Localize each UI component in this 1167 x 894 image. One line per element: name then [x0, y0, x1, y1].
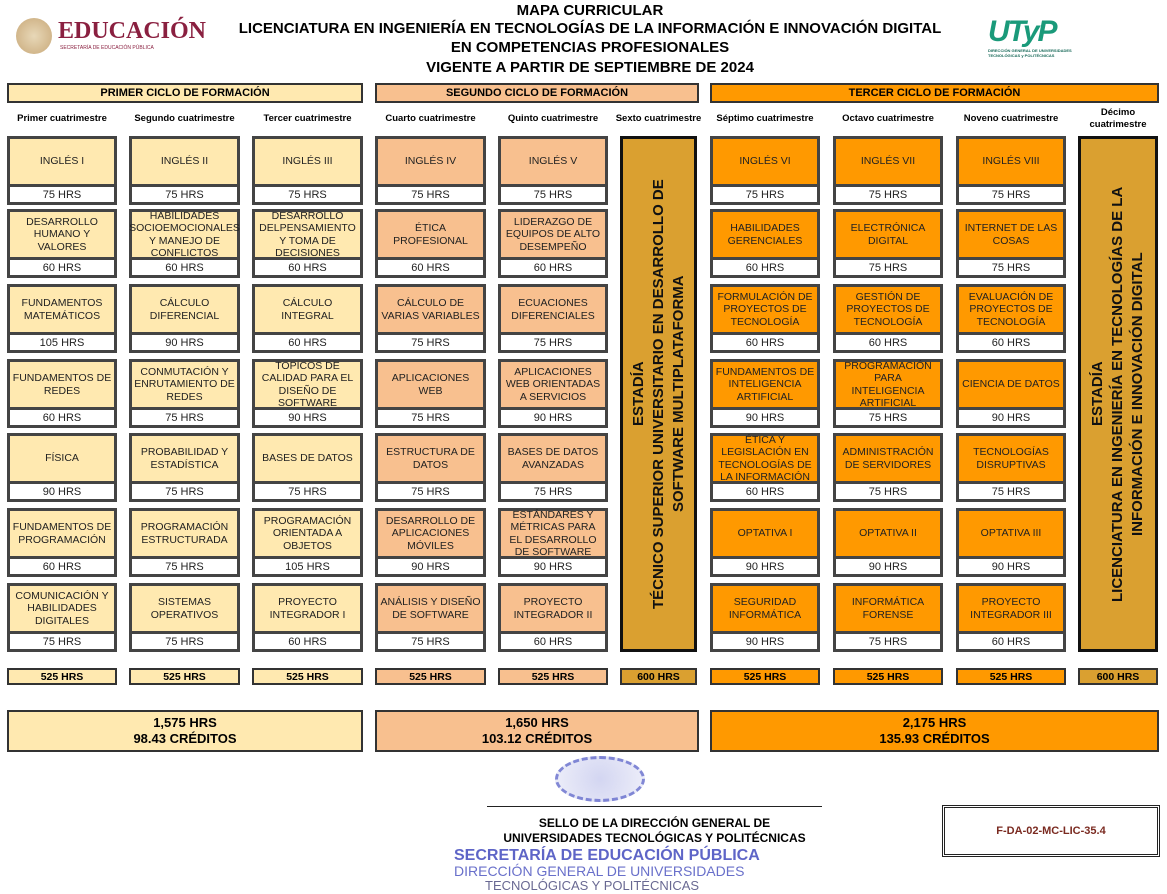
subject-name: INGLÉS V	[498, 136, 608, 187]
subject-hours: 75 HRS	[129, 559, 240, 577]
cycle-header: TERCER CICLO DE FORMACIÓN	[710, 83, 1159, 103]
subject-name: PROYECTO INTEGRADOR I	[252, 583, 363, 634]
subject-name: COMUNICACIÓN Y HABILIDADES DIGITALES	[7, 583, 117, 634]
stamp-text-2: DIRECCIÓN GENERAL DE UNIVERSIDADES	[454, 863, 745, 879]
cycle-total-hours: 1,575 HRS	[153, 715, 217, 730]
semester-header: Séptimo cuatrimestre	[716, 113, 814, 124]
subject-name: PROGRAMACIÓN PARA INTELIGENCIA ARTIFICIAL	[833, 359, 943, 410]
subject-hours: 60 HRS	[7, 559, 117, 577]
subject-name: PROBABILIDAD Y ESTADÍSTICA	[129, 433, 240, 484]
subject-name: ÉTICA Y LEGISLACIÓN EN TECNOLOGÍAS DE LA INFORMACIÓN	[710, 433, 820, 484]
subject-name: SISTEMAS OPERATIVOS	[129, 583, 240, 634]
subject-name: CÁLCULO DIFERENCIAL	[129, 284, 240, 335]
subject-hours: 90 HRS	[956, 559, 1066, 577]
subject-name: PROGRAMACIÓN ORIENTADA A OBJETOS	[252, 508, 363, 559]
semester-total-hours: 525 HRS	[7, 668, 117, 685]
semester-header: Cuarto cuatrimestre	[385, 113, 476, 124]
subject-name: CIENCIA DE DATOS	[956, 359, 1066, 410]
subject-name: DESARROLLO HUMANO Y VALORES	[7, 209, 117, 260]
subject-hours: 90 HRS	[7, 484, 117, 502]
semester-header: Octavo cuatrimestre	[842, 113, 934, 124]
estadia-block	[620, 136, 697, 652]
subject-hours: 75 HRS	[7, 187, 117, 205]
semester-total-hours: 600 HRS	[1078, 668, 1158, 685]
subject-hours: 90 HRS	[375, 559, 486, 577]
subject-name: INGLÉS III	[252, 136, 363, 187]
subject-hours: 75 HRS	[498, 484, 608, 502]
seal-caption-2: UNIVERSIDADES TECNOLÓGICAS Y POLITÉCNICAS	[503, 831, 806, 845]
subject-name: OPTATIVA I	[710, 508, 820, 559]
subject-hours: 75 HRS	[833, 260, 943, 278]
subject-name: BASES DE DATOS AVANZADAS	[498, 433, 608, 484]
subject-hours: 75 HRS	[833, 484, 943, 502]
semester-header: Sexto cuatrimestre	[615, 113, 702, 124]
subject-name: BASES DE DATOS	[252, 433, 363, 484]
subject-hours: 75 HRS	[833, 410, 943, 428]
subject-hours: 60 HRS	[252, 260, 363, 278]
subject-name: LIDERAZGO DE EQUIPOS DE ALTO DESEMPEÑO	[498, 209, 608, 260]
cycle-credits: 103.12 CRÉDITOS	[481, 731, 593, 746]
subject-name: ESTÁNDARES Y MÉTRICAS PARA EL DESARROLLO DE SOFTWARE	[498, 508, 608, 559]
title-line-3: EN COMPETENCIAS PROFESIONALES	[450, 39, 730, 56]
subject-hours: 75 HRS	[129, 187, 240, 205]
subject-name: CÁLCULO DE VARIAS VARIABLES	[375, 284, 486, 335]
subject-name: HABILIDADES GERENCIALES	[710, 209, 820, 260]
subject-hours: 90 HRS	[956, 410, 1066, 428]
semester-total-hours: 525 HRS	[710, 668, 820, 685]
subject-hours: 60 HRS	[956, 335, 1066, 353]
estadia-title: ESTADÍA	[629, 361, 647, 427]
subject-name: FUNDAMENTOS MATEMÁTICOS	[7, 284, 117, 335]
semester-header: Segundo cuatrimestre	[134, 113, 235, 124]
subject-hours: 60 HRS	[129, 260, 240, 278]
subject-name: INGLÉS VIII	[956, 136, 1066, 187]
subject-hours: 75 HRS	[129, 484, 240, 502]
subject-name: FORMULACIÓN DE PROYECTOS DE TECNOLOGÍA	[710, 284, 820, 335]
cycle-total-box	[7, 710, 363, 752]
cycle-total-hours: 1,650 HRS	[505, 715, 569, 730]
subject-name: INGLÉS II	[129, 136, 240, 187]
title-line-2: LICENCIATURA EN INGENIERÍA EN TECNOLOGÍAS DE LA INFORMACIÓN E INNOVACIÓN DIGITAL	[238, 20, 942, 37]
subject-name: ANÁLISIS Y DISEÑO DE SOFTWARE	[375, 583, 486, 634]
subject-name: OPTATIVA II	[833, 508, 943, 559]
subject-name: TECNOLOGÍAS DISRUPTIVAS	[956, 433, 1066, 484]
semester-header: Noveno cuatrimestre	[963, 113, 1059, 124]
subject-hours: 75 HRS	[375, 410, 486, 428]
utyp-logo-subtext: DIRECCIÓN GENERAL DE UNIVERSIDADES TECNOLÓGICAS y POLITÉCNICAS	[988, 48, 1072, 58]
seal-caption-1: SELLO DE LA DIRECCIÓN GENERAL DE	[538, 816, 771, 830]
subject-hours: 75 HRS	[252, 484, 363, 502]
subject-hours: 90 HRS	[252, 410, 363, 428]
subject-name: INGLÉS VII	[833, 136, 943, 187]
subject-hours: 90 HRS	[710, 410, 820, 428]
subject-name: TOPICOS DE CALIDAD PARA EL DISEÑO DE SOFTWARE	[252, 359, 363, 410]
stamp-text-3: TECNOLÓGICAS Y POLITÉCNICAS	[485, 878, 700, 893]
subject-name: ESTRUCTURA DE DATOS	[375, 433, 486, 484]
subject-hours: 90 HRS	[710, 634, 820, 652]
subject-hours: 90 HRS	[498, 559, 608, 577]
cycle-header: SEGUNDO CICLO DE FORMACIÓN	[375, 83, 699, 103]
estadia-text	[1088, 154, 1148, 634]
subject-name: ADMINISTRACIÓN DE SERVIDORES	[833, 433, 943, 484]
subject-name: SEGURIDAD INFORMÁTICA	[710, 583, 820, 634]
subject-hours: 60 HRS	[498, 634, 608, 652]
subject-name: FÍSICA	[7, 433, 117, 484]
seal-line	[487, 806, 822, 807]
subject-hours: 60 HRS	[498, 260, 608, 278]
estadia-title: ESTADÍA	[1089, 361, 1106, 427]
subject-hours: 90 HRS	[129, 335, 240, 353]
cycle-total-box	[710, 710, 1159, 752]
subject-hours: 60 HRS	[710, 484, 820, 502]
subject-hours: 60 HRS	[252, 634, 363, 652]
subject-hours: 75 HRS	[498, 335, 608, 353]
semester-total-hours: 600 HRS	[620, 668, 697, 685]
subject-hours: 60 HRS	[956, 634, 1066, 652]
subject-name: INTERNET DE LAS COSAS	[956, 209, 1066, 260]
subject-name: INGLÉS IV	[375, 136, 486, 187]
subject-name: HABILIDADES SOCIOEMOCIONALES Y MANEJO DE CONFLICTOS	[129, 209, 240, 259]
subject-hours: 90 HRS	[710, 559, 820, 577]
document-code-box	[942, 805, 1160, 857]
semester-total-hours: 525 HRS	[375, 668, 486, 685]
subject-hours: 75 HRS	[956, 260, 1066, 278]
cycle-credits: 135.93 CRÉDITOS	[879, 731, 990, 746]
stamp-text-1: SECRETARÍA DE EDUCACIÓN PÚBLICA	[454, 847, 760, 864]
subject-name: PROGRAMACIÓN ESTRUCTURADA	[129, 508, 240, 559]
subject-hours: 75 HRS	[833, 634, 943, 652]
estadia-program: LICENCIATURA EN INGENIERÍA EN TECNOLOGÍAS DE LA INFORMACIÓN E INNOVACIÓN DIGITAL	[1109, 186, 1146, 602]
estadia-text	[629, 154, 689, 634]
subject-name: GESTIÓN DE PROYECTOS DE TECNOLOGÍA	[833, 284, 943, 335]
estadia-block	[1078, 136, 1158, 652]
semester-header: Primer cuatrimestre	[17, 113, 107, 124]
utyp-logo	[988, 16, 1088, 64]
semester-total-hours: 525 HRS	[956, 668, 1066, 685]
subject-name: FUNDAMENTOS DE INTELIGENCIA ARTIFICIAL	[710, 359, 820, 410]
subject-name: ELECTRÓNICA DIGITAL	[833, 209, 943, 260]
subject-hours: 75 HRS	[129, 634, 240, 652]
subject-hours: 90 HRS	[498, 410, 608, 428]
subject-hours: 75 HRS	[833, 187, 943, 205]
subject-name: FUNDAMENTOS DE REDES	[7, 359, 117, 410]
subject-name: DESARROLLO DELPENSAMIENTO Y TOMA DE DECISIONES	[252, 209, 363, 260]
subject-name: DESARROLLO DE APLICACIONES MÓVILES	[375, 508, 486, 559]
subject-name: PROYECTO INTEGRADOR II	[498, 583, 608, 634]
subject-hours: 60 HRS	[375, 260, 486, 278]
subject-name: INGLÉS VI	[710, 136, 820, 187]
subject-name: EVALUACIÓN DE PROYECTOS DE TECNOLOGÍA	[956, 284, 1066, 335]
subject-hours: 60 HRS	[7, 410, 117, 428]
subject-hours: 75 HRS	[252, 187, 363, 205]
subject-name: APLICACIONES WEB ORIENTADAS A SERVICIOS	[498, 359, 608, 410]
subject-name: OPTATIVA III	[956, 508, 1066, 559]
subject-name: ECUACIONES DIFERENCIALES	[498, 284, 608, 335]
subject-hours: 75 HRS	[375, 187, 486, 205]
semester-total-hours: 525 HRS	[252, 668, 363, 685]
subject-name: FUNDAMENTOS DE PROGRAMACIÓN	[7, 508, 117, 559]
subject-hours: 60 HRS	[710, 260, 820, 278]
utyp-logo-text: UTyP	[988, 15, 1056, 48]
subject-hours: 105 HRS	[7, 335, 117, 353]
semester-total-hours: 525 HRS	[129, 668, 240, 685]
sep-logo-subtext: SECRETARÍA DE EDUCACIÓN PÚBLICA	[60, 45, 154, 51]
semester-total-hours: 525 HRS	[833, 668, 943, 685]
semester-total-hours: 525 HRS	[498, 668, 608, 685]
semester-header: Tercer cuatrimestre	[263, 113, 352, 124]
semester-header: Décimo cuatrimestre	[1089, 107, 1147, 130]
subject-hours: 75 HRS	[956, 484, 1066, 502]
subject-name: PROYECTO INTEGRADOR III	[956, 583, 1066, 634]
subject-hours: 60 HRS	[7, 260, 117, 278]
eagle-seal-icon	[16, 18, 52, 54]
estadia-program: TÉCNICO SUPERIOR UNIVERSITARIO EN DESARROLLO DE SOFTWARE MULTIPLATAFORMA	[649, 179, 687, 609]
subject-hours: 60 HRS	[252, 335, 363, 353]
cycle-credits: 98.43 CRÉDITOS	[133, 731, 237, 746]
subject-hours: 75 HRS	[375, 335, 486, 353]
sep-logo-text: EDUCACIÓN	[58, 18, 207, 44]
subject-hours: 75 HRS	[7, 634, 117, 652]
subject-hours: 75 HRS	[498, 187, 608, 205]
subject-hours: 75 HRS	[375, 484, 486, 502]
subject-hours: 105 HRS	[252, 559, 363, 577]
subject-name: ÉTICA PROFESIONAL	[375, 209, 486, 260]
subject-hours: 75 HRS	[710, 187, 820, 205]
cycle-header: PRIMER CICLO DE FORMACIÓN	[7, 83, 363, 103]
sep-logo	[14, 16, 207, 56]
subject-hours: 60 HRS	[833, 335, 943, 353]
subject-hours: 90 HRS	[833, 559, 943, 577]
official-seal-stamp	[555, 756, 645, 802]
subject-name: INFORMÁTICA FORENSE	[833, 583, 943, 634]
title-line-4: VIGENTE A PARTIR DE SEPTIEMBRE DE 2024	[426, 59, 754, 76]
semester-header: Quinto cuatrimestre	[507, 113, 599, 124]
subject-name: INGLÉS I	[7, 136, 117, 187]
subject-hours: 75 HRS	[129, 410, 240, 428]
subject-name: APLICACIONES WEB	[375, 359, 486, 410]
cycle-total-hours: 2,175 HRS	[902, 715, 967, 730]
subject-hours: 75 HRS	[956, 187, 1066, 205]
subject-hours: 60 HRS	[710, 335, 820, 353]
subject-hours: 75 HRS	[375, 634, 486, 652]
title-line-1: MAPA CURRICULAR	[516, 2, 664, 19]
subject-name: CÁLCULO INTEGRAL	[252, 284, 363, 335]
subject-name: CONMUTACIÓN Y ENRUTAMIENTO DE REDES	[129, 359, 240, 410]
document-code: F-DA-02-MC-LIC-35.4	[996, 825, 1106, 837]
cycle-total-box	[375, 710, 699, 752]
